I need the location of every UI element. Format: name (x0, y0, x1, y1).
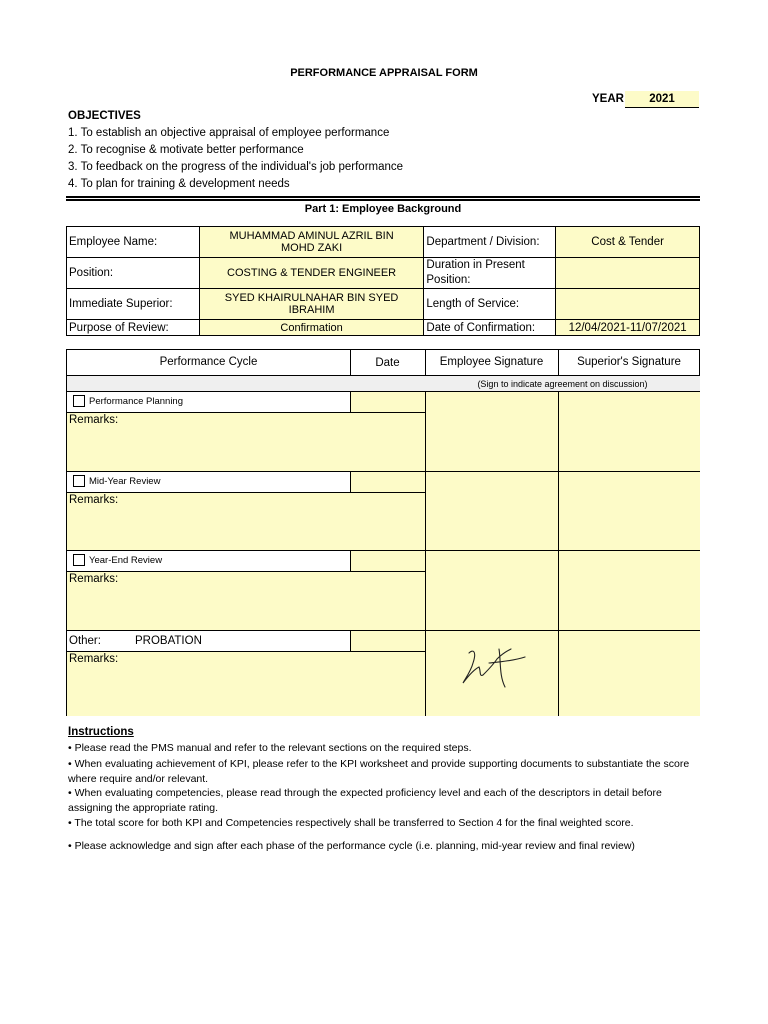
other-label: Other: (69, 635, 101, 647)
planning-label: Performance Planning (89, 396, 183, 407)
yearend-date-field[interactable] (350, 551, 425, 571)
part1-title: Part 1: Employee Background (304, 203, 462, 215)
objective-item: 4. To plan for training & development needs (68, 178, 290, 190)
purpose-label: Purpose of Review: (67, 320, 200, 336)
planning-remarks-field[interactable] (67, 412, 425, 472)
divider (66, 196, 700, 198)
header-spacer (67, 376, 425, 392)
grid-line (350, 392, 351, 412)
col-employee-signature: Employee Signature (439, 356, 544, 368)
grid-line (350, 631, 351, 651)
yearend-remarks-field[interactable] (67, 571, 425, 631)
instruction-item: • The total score for both KPI and Competencies respectively shall be transferred to Section 4 for the final weighted score. (68, 817, 634, 829)
instruction-item: • When evaluating competencies, please read through the expected proficiency level and each of the descriptors in detail before assigning the appropriate rating. (68, 787, 662, 814)
grid-line (67, 630, 700, 631)
department-field[interactable]: Cost & Tender (556, 227, 700, 258)
employee-background-table (66, 226, 700, 336)
year-label: YEAR (592, 93, 624, 105)
confirmation-label: Date of Confirmation: (424, 320, 556, 336)
superior-label: Immediate Superior: (67, 289, 200, 320)
grid-line (67, 375, 700, 376)
grid-line (350, 350, 351, 376)
year-field[interactable]: 2021 (625, 91, 699, 108)
midyear-date-field[interactable] (350, 472, 425, 492)
duration-label-line: Position: (426, 274, 471, 286)
checkbox[interactable] (73, 554, 85, 566)
other-date-field[interactable] (350, 631, 425, 651)
remarks-label: Remarks: (69, 414, 119, 426)
sign-note: (Sign to indicate agreement on discussion) (425, 376, 700, 392)
other-remarks-field[interactable] (67, 651, 425, 716)
employee-signature-image (459, 645, 531, 695)
grid-line (67, 471, 700, 472)
remarks-label: Remarks: (69, 653, 119, 665)
planning-checkbox-row[interactable] (67, 392, 350, 412)
col-performance-cycle: Performance Cycle (159, 356, 258, 368)
grid-line (67, 651, 425, 652)
superior-signature-area[interactable] (558, 392, 700, 716)
remarks-label: Remarks: (69, 494, 119, 506)
department-label: Department / Division: (424, 227, 556, 258)
employee-name-line: MUHAMMAD AMINUL AZRIL BIN (229, 230, 394, 242)
midyear-checkbox-row[interactable] (67, 472, 350, 492)
grid-line (425, 392, 426, 716)
performance-cycle-table (66, 349, 700, 716)
length-of-service-field[interactable] (556, 289, 700, 320)
grid-line (67, 571, 425, 572)
yearend-label: Year-End Review (89, 555, 163, 566)
divider (66, 199, 700, 201)
grid-line (67, 492, 425, 493)
superior-line: IBRAHIM (288, 304, 335, 316)
duration-field[interactable] (556, 258, 700, 289)
col-date: Date (375, 357, 400, 369)
checkbox[interactable] (73, 475, 85, 487)
grid-line (350, 472, 351, 492)
form-title: PERFORMANCE APPRAISAL FORM (290, 67, 478, 79)
employee-name-label: Employee Name: (67, 227, 200, 258)
instruction-item: • When evaluating achievement of KPI, please refer to the KPI worksheet and provide supporting documents to substantiate the score where require and/or relevant. (68, 758, 690, 785)
position-field[interactable]: COSTING & TENDER ENGINEER (199, 258, 424, 289)
yearend-checkbox-row[interactable] (67, 551, 350, 571)
grid-line (350, 551, 351, 571)
midyear-label: Mid-Year Review (89, 476, 161, 487)
remarks-label: Remarks: (69, 573, 119, 585)
superior-field[interactable] (199, 289, 424, 320)
employee-name-field[interactable] (199, 227, 424, 258)
length-of-service-label: Length of Service: (424, 289, 556, 320)
instruction-item: • Please read the PMS manual and refer to the relevant sections on the required steps. (68, 742, 472, 754)
grid-line (558, 392, 559, 716)
other-row (67, 631, 350, 651)
checkbox[interactable] (73, 395, 85, 407)
objective-item: 1. To establish an objective appraisal of employee performance (68, 127, 390, 139)
duration-label-line: Duration in Present (426, 259, 525, 271)
midyear-remarks-field[interactable] (67, 492, 425, 551)
grid-line (67, 550, 700, 551)
planning-date-field[interactable] (350, 392, 425, 412)
position-label: Position: (67, 258, 200, 289)
other-value[interactable]: PROBATION (135, 635, 202, 647)
objectives-heading: OBJECTIVES (68, 110, 141, 122)
grid-line (67, 391, 700, 392)
objective-item: 2. To recognise & motivate better performance (68, 144, 304, 156)
superior-line: SYED KHAIRULNAHAR BIN SYED (224, 292, 399, 304)
grid-line (558, 350, 559, 376)
purpose-field[interactable]: Confirmation (199, 320, 424, 336)
instruction-item: • Please acknowledge and sign after each phase of the performance cycle (i.e. planning, mid-year review and final review) (68, 840, 635, 852)
col-superior-signature: Superior's Signature (577, 356, 681, 368)
grid-line (67, 412, 425, 413)
duration-label (424, 258, 556, 289)
signature-stroke (463, 649, 525, 687)
grid-line (425, 350, 426, 376)
employee-name-line: MOHD ZAKI (281, 242, 343, 254)
instructions-heading: Instructions (68, 726, 134, 738)
objective-item: 3. To feedback on the progress of the individual's job performance (68, 161, 404, 173)
confirmation-field[interactable]: 12/04/2021-11/07/2021 (556, 320, 700, 336)
